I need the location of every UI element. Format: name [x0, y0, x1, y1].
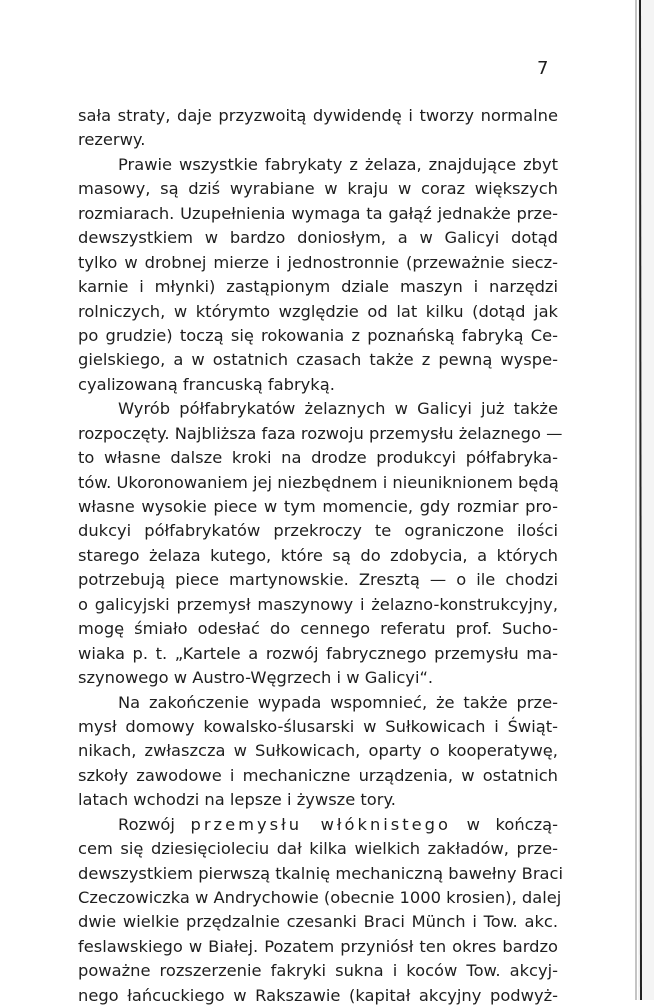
text-line: to własne dalsze kroki na drodze produkcyi półfabryka-: [78, 448, 558, 468]
emphasized-spaced-text: przemysłu włóknistego: [190, 814, 451, 834]
text-line: po grudzie) toczą się rokowania z poznańską fabryką Ce-: [78, 325, 558, 345]
text-line: Czeczowiczka w Andrychowie (obecnie 1000 krosien), dalej: [78, 888, 562, 907]
body-text: [78, 104, 563, 1008]
text-line: dukcyi półfabrykatów przekroczy te ograniczone ilości: [78, 521, 558, 541]
text-line: sała straty, daje przyzwoitą dywidendę i tworzy normalne: [78, 106, 558, 125]
text-line: dewszystkiem pierwszą tkalnię mechaniczną bawełny Braci: [78, 863, 563, 883]
text-line: tów. Ukoronowaniem jej niezbędnem i nieuniknionem będą: [78, 472, 559, 492]
text-line: poważne rozszerzenie fakryki sukna i koców Tow. akcyj-: [78, 961, 558, 981]
text-line: dewszystkiem w bardzo doniosłym, a w Galicyi dotąd: [78, 228, 558, 248]
text-line: mogę śmiało odesłać do cennego referatu prof. Sucho-: [78, 619, 558, 639]
text-line: mysł domowy kowalsko-ślusarski w Sułkowicach i Świąt-: [78, 716, 558, 736]
text-line: rolniczych, w którymto względzie od lat kilku (dotąd jak: [78, 301, 558, 321]
text-line: własne wysokie piece w tym momencie, gdy rozmiar pro-: [78, 497, 558, 516]
text-line: rozpoczęty. Najbliższa faza rozwoju przemysłu żelaznego —: [78, 423, 563, 443]
text-line: starego żelaza kutego, które są do zdobycia, a których: [78, 545, 558, 565]
text-line: cyalizowaną francuską fabryką.: [78, 374, 335, 394]
text-line-spaced: [78, 813, 558, 837]
text-line: gielskiego, a w ostatnich czasach także z pewną wyspe-: [78, 350, 558, 370]
text-line: karnie i młynki) zastąpionym dziale maszyn i narzędzi: [78, 277, 558, 297]
text-line: feslawskiego w Białej. Pozatem przyniósł ten okres bardzo: [78, 936, 558, 956]
text-run: Rozwój: [118, 814, 191, 834]
text-line: masowy, są dziś wyrabiane w kraju w coraz większych: [78, 179, 558, 199]
text-line: tylko w drobnej mierze i jednostronnie (przeważnie siecz-: [78, 252, 558, 272]
text-line: Prawie wszystkie fabrykaty z żelaza, znajdujące zbyt: [118, 154, 558, 174]
text-line: rezerwy.: [78, 130, 146, 150]
text-line: potrzebują piece martynowskie. Zresztą — o ile chodzi: [78, 570, 558, 590]
text-line: cem się dziesięcioleciu dał kilka wielkich zakładów, prze-: [78, 839, 558, 859]
text-line: Wyrób półfabrykatów żelaznych w Galicyi już także: [118, 399, 558, 419]
text-line: szkoły zawodowe i mechaniczne urządzenia, w ostatnich: [78, 765, 558, 785]
text-line: latach wchodzi na lepsze i żywsze tory.: [78, 790, 396, 810]
text-line: dwie wielkie przędzalnie czesanki Braci Münch i Tow. akc.: [78, 912, 558, 932]
text-line: rozmiarach. Uzupełnienia wymaga ta gałąź jednakże prze-: [78, 203, 558, 223]
text-line: nego łańcuckiego w Rakszawie (kapitał akcyjny podwyż-: [78, 985, 558, 1005]
page-number: 7: [537, 58, 549, 79]
text-line: wiaka p. t. „Kartele a rozwój fabrycznego przemysłu ma-: [78, 643, 558, 663]
text-line: szynowego w Austro-Węgrzech i w Galicyi“.: [78, 668, 434, 688]
text-line: Na zakończenie wypada wspomnieć, że także prze-: [118, 692, 558, 712]
text-line: o galicyjski przemysł maszynowy i żelazno-konstrukcyjny,: [78, 594, 558, 614]
text-run: w kończą-: [450, 814, 558, 834]
text-line: nikach, zwłaszcza w Sułkowicach, oparty o kooperatywę,: [78, 741, 558, 761]
